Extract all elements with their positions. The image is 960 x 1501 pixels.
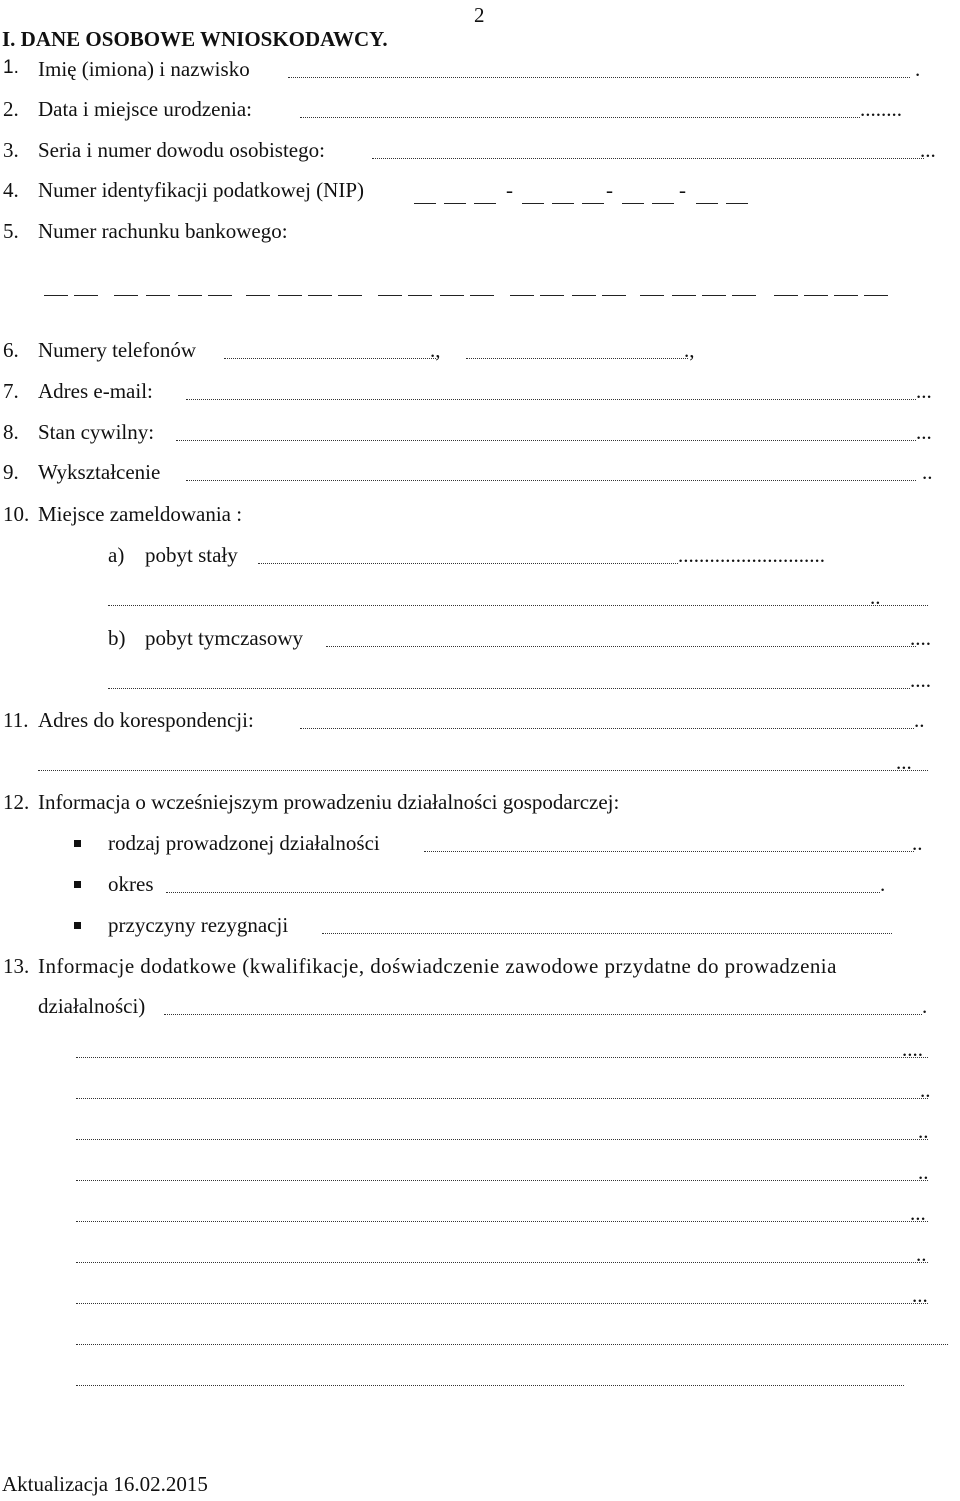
temporary-address-fill[interactable] bbox=[326, 646, 916, 647]
additional-info-fill[interactable] bbox=[164, 1014, 922, 1015]
item-13-number: 13. bbox=[3, 954, 30, 978]
permanent-address-fill-2[interactable] bbox=[108, 605, 928, 606]
item-1-label: Imię (imiona) i nazwisko bbox=[38, 57, 250, 81]
item-10b-end2: .... bbox=[910, 668, 931, 692]
item-7-label: Adres e-mail: bbox=[38, 379, 153, 403]
correspondence-address-fill[interactable] bbox=[300, 728, 914, 729]
item-13-label: Informacje dodatkowe (kwalifikacje, doświadczenie zawodowe przydatne do prowadzenia bbox=[38, 954, 837, 978]
line-end: .. bbox=[920, 1078, 931, 1102]
line-end: .. bbox=[918, 1160, 929, 1184]
item-3-end: ... bbox=[920, 138, 936, 162]
additional-info-line[interactable] bbox=[76, 1057, 928, 1058]
resignation-reason-fill[interactable] bbox=[322, 933, 892, 934]
item-5-label: Numer rachunku bankowego: bbox=[38, 219, 288, 243]
bullet-square-icon bbox=[74, 881, 81, 888]
item-2-fill[interactable] bbox=[300, 117, 860, 118]
item-3-label: Seria i numer dowodu osobistego: bbox=[38, 138, 325, 162]
item-7-number: 7. bbox=[3, 379, 19, 403]
footer-updated: Aktualizacja 16.02.2015 bbox=[2, 1472, 208, 1496]
nip-separator: - bbox=[506, 178, 513, 202]
item-11-end: .. bbox=[914, 708, 925, 732]
phone-separator: ., bbox=[430, 338, 441, 362]
item-1 bbox=[3, 57, 36, 79]
item-11-end2: ... bbox=[896, 750, 912, 774]
item-8-label: Stan cywilny: bbox=[38, 420, 155, 444]
item-9-end: .. bbox=[922, 460, 933, 484]
item-13-label-2: działalności) bbox=[38, 994, 146, 1018]
item-11-number: 11. bbox=[3, 708, 29, 732]
bullet-label: przyczyny rezygnacji bbox=[108, 913, 289, 937]
phone-1-fill[interactable] bbox=[224, 358, 436, 359]
item-10a-end2: .. bbox=[870, 585, 881, 609]
item-7-end: ... bbox=[916, 379, 932, 403]
item-10b-end: .... bbox=[910, 626, 931, 650]
item-9-number: 9. bbox=[3, 460, 19, 484]
nip-separator: - bbox=[679, 178, 686, 202]
item-10a-end: ............................ bbox=[678, 543, 825, 567]
bullet-square-icon bbox=[74, 840, 81, 847]
item-11-label: Adres do korespondencji: bbox=[38, 708, 254, 732]
phone-2-fill[interactable] bbox=[466, 358, 688, 359]
item-3-number: 3. bbox=[3, 138, 19, 162]
item-2-number: 2. bbox=[3, 97, 19, 121]
item-8-end: ... bbox=[916, 420, 932, 444]
additional-info-line[interactable] bbox=[76, 1385, 904, 1386]
item-10-label: Miejsce zameldowania : bbox=[38, 502, 243, 526]
period-fill[interactable] bbox=[166, 892, 880, 893]
bullet-end: .. bbox=[912, 831, 923, 855]
item-10b-letter: b) bbox=[108, 626, 126, 650]
civil-status-fill[interactable] bbox=[176, 440, 916, 441]
item-9-label: Wykształcenie bbox=[38, 460, 161, 484]
temporary-address-fill-2[interactable] bbox=[108, 688, 910, 689]
line-end: .... bbox=[902, 1037, 923, 1061]
additional-info-line[interactable] bbox=[76, 1098, 928, 1099]
item-4-number: 4. bbox=[3, 178, 19, 202]
section-title: I. DANE OSOBOWE WNIOSKODAWCY. bbox=[2, 27, 388, 51]
additional-info-line[interactable] bbox=[76, 1262, 928, 1263]
bullet-square-icon bbox=[74, 922, 81, 929]
bullet-label: rodzaj prowadzonej działalności bbox=[108, 831, 380, 855]
item-12-number: 12. bbox=[3, 790, 30, 814]
item-2-label: Data i miejsce urodzenia: bbox=[38, 97, 252, 121]
email-fill[interactable] bbox=[186, 399, 916, 400]
item-2-end: ........ bbox=[860, 97, 902, 121]
additional-info-line[interactable] bbox=[76, 1303, 928, 1304]
item-10b-label: pobyt tymczasowy bbox=[145, 626, 304, 650]
item-6-number: 6. bbox=[3, 338, 19, 362]
additional-info-line[interactable] bbox=[76, 1180, 928, 1181]
additional-info-line[interactable] bbox=[76, 1344, 948, 1345]
additional-info-line[interactable] bbox=[76, 1139, 928, 1140]
bullet-end: . bbox=[880, 872, 886, 896]
correspondence-address-fill-2[interactable] bbox=[38, 770, 928, 771]
business-type-fill[interactable] bbox=[424, 851, 914, 852]
phone-separator-2: ., bbox=[684, 338, 695, 362]
bullet-label: okres bbox=[108, 872, 154, 896]
line-end: .. bbox=[916, 1242, 927, 1266]
item-4-label: Numer identyfikacji podatkowej (NIP) bbox=[38, 178, 364, 202]
item-10a-letter: a) bbox=[108, 543, 125, 567]
item-number: 1. bbox=[3, 57, 19, 78]
item-10a-label: pobyt stały bbox=[145, 543, 238, 567]
item-8-number: 8. bbox=[3, 420, 19, 444]
additional-info-line[interactable] bbox=[76, 1221, 928, 1222]
line-end: ... bbox=[912, 1283, 928, 1307]
item-5-number: 5. bbox=[3, 219, 19, 243]
page-number: 2 bbox=[474, 3, 485, 27]
item-6-label: Numery telefonów bbox=[38, 338, 197, 362]
item-1-fill[interactable] bbox=[288, 77, 910, 78]
education-fill[interactable] bbox=[186, 480, 916, 481]
item-13-end: . bbox=[922, 994, 928, 1018]
item-3-fill[interactable] bbox=[372, 158, 924, 159]
line-end: ... bbox=[910, 1201, 926, 1225]
line-end: .. bbox=[918, 1119, 929, 1143]
permanent-address-fill[interactable] bbox=[258, 563, 678, 564]
item-12-label: Informacja o wcześniejszym prowadzeniu działalności gospodarczej: bbox=[38, 790, 620, 814]
nip-separator: - bbox=[606, 178, 613, 202]
item-1-end: . bbox=[915, 57, 921, 81]
item-10-number: 10. bbox=[3, 502, 30, 526]
